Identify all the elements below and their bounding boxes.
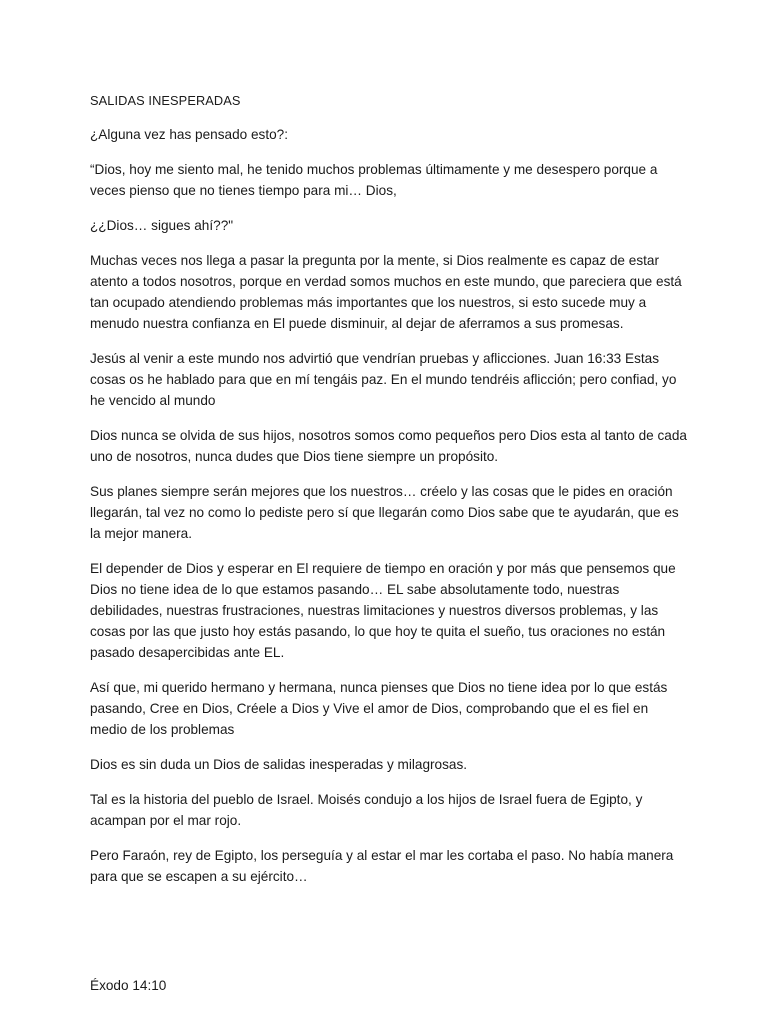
paragraph: Tal es la historia del pueblo de Israel. Moisés condujo a los hijos de Israel fuera de Egipto, y acampan por el mar rojo. <box>90 792 643 828</box>
scripture-reference: Éxodo 14:10 <box>90 978 167 993</box>
paragraph: Jesús al venir a este mundo nos advirtió que vendrían pruebas y aflicciones. Juan 16:33 Estas cosas os he hablado para que en mí tengáis paz. En el mundo tendréis aflicción; pero confiad, yo he vencido al mundo <box>90 351 677 408</box>
paragraph: Muchas veces nos llega a pasar la pregunta por la mente, si Dios realmente es capaz de estar atento a todos nosotros, porque en verdad somos muchos en este mundo, que pareciera que está tan ocupado atendiendo problemas más importantes que los nuestros, si esto sucede muy a menudo nuestra confianza en El puede disminuir, al dejar de aferramos a sus promesas. <box>90 253 682 331</box>
paragraph: ¿Alguna vez has pensado esto?: <box>90 127 288 142</box>
paragraph: Sus planes siempre serán mejores que los nuestros… créelo y las cosas que le pides en oración llegarán, tal vez no como lo pediste pero sí que llegarán como Dios sabe que te ayudarán, que es la mejor manera. <box>90 484 679 541</box>
paragraph: Dios nunca se olvida de sus hijos, nosotros somos como pequeños pero Dios esta al tanto de cada uno de nosotros, nunca dudes que Dios tiene siempre un propósito. <box>90 428 687 464</box>
paragraph: Pero Faraón, rey de Egipto, los perseguía y al estar el mar les cortaba el paso. No había manera para que se escapen a su ejército… <box>90 848 674 884</box>
blank-space <box>90 901 688 975</box>
document-title: SALIDAS INESPERADAS <box>90 93 241 108</box>
paragraph: Dios es sin duda un Dios de salidas inesperadas y milagrosas. <box>90 757 468 772</box>
paragraph: ¿¿Dios… sigues ahí??" <box>90 218 234 233</box>
paragraph: “Dios, hoy me siento mal, he tenido muchos problemas últimamente y me desespero porque a veces pienso que no tienes tiempo para mi… Dios, <box>90 162 658 198</box>
paragraph: El depender de Dios y esperar en El requiere de tiempo en oración y por más que pensemos que Dios no tiene idea de lo que estamos pasando… EL sabe absolutamente todo, nuestras debilidades, nuestras frustraciones, nuestras limitaciones y nuestros diversos problemas, y las cosas por las que justo hoy estás pasando, lo que hoy te quita el sueño, tus oraciones no están pasado desapercibidas ante EL. <box>90 561 676 660</box>
paragraph: Así que, mi querido hermano y hermana, nunca pienses que Dios no tiene idea por lo que estás pasando, Cree en Dios, Créele a Dios y Vive el amor de Dios, comprobando que el es fiel en medio de los problemas <box>90 680 668 737</box>
